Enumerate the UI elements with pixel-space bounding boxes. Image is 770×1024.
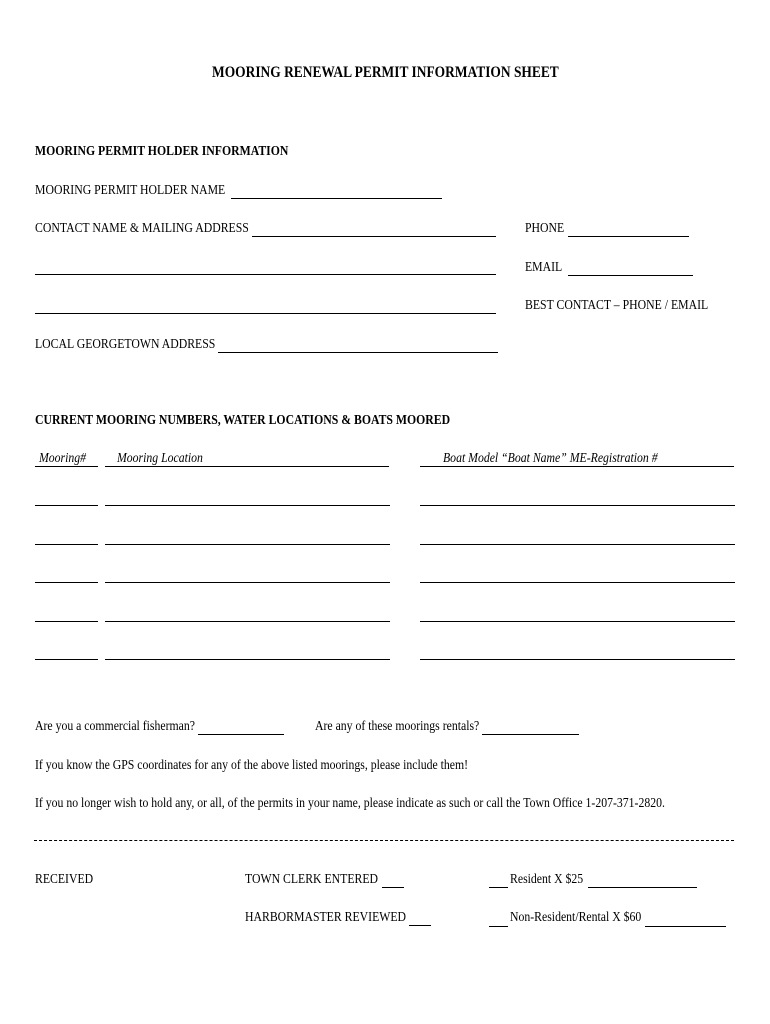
mooring-location-field[interactable] [105,621,390,622]
non-resident-check-field[interactable] [489,926,508,927]
page-title [0,64,770,82]
mooring-location-field[interactable] [105,582,390,583]
boat-info-field[interactable] [420,621,735,622]
best-contact-label [525,298,743,314]
holder-section-heading-text: MOORING PERMIT HOLDER INFORMATION [35,144,289,159]
phone-field[interactable] [568,236,689,237]
contact-label [35,221,290,237]
gps-note-text: If you know the GPS coordinates for any of the above listed moorings, please include them! [35,758,469,773]
boat-info-field[interactable] [420,582,735,583]
holder-name-field[interactable] [231,198,442,199]
local-address-label-text: LOCAL GEORGETOWN ADDRESS [35,337,216,352]
contact-field-2[interactable] [35,274,496,275]
holder-name-label-text: MOORING PERMIT HOLDER NAME [35,183,226,198]
col-mooring-header [39,451,95,467]
mooring-number-field[interactable] [35,582,98,583]
resident-fee-label-text: Resident X $25 [510,872,584,887]
local-address-label [35,337,250,353]
contact-label-text: CONTACT NAME & MAILING ADDRESS [35,221,249,236]
holder-section-heading [35,144,337,160]
harbormaster-label-text: HARBORMASTER REVIEWED [245,910,407,925]
mooring-location-field[interactable] [105,505,390,506]
moorings-section-heading [35,413,529,429]
non-resident-fee-label [510,910,666,926]
non-resident-amount-field[interactable] [645,926,726,927]
mooring-number-field[interactable] [35,659,98,660]
resident-fee-label [510,872,597,888]
resident-amount-field[interactable] [588,887,697,888]
boat-info-field[interactable] [420,505,735,506]
holder-name-label [35,183,261,199]
col-location-header [117,451,219,467]
gps-note [35,758,551,774]
mooring-number-field[interactable] [35,544,98,545]
resident-check-field[interactable] [489,887,508,888]
local-address-field[interactable] [218,352,498,353]
clerk-label-text: TOWN CLERK ENTERED [245,872,379,887]
fisherman-question-text: Are you a commercial fisherman? [35,719,196,734]
harbormaster-initial-field[interactable] [409,925,431,926]
col-boat-header [443,451,698,467]
email-label [525,260,569,276]
release-note-text: If you no longer wish to hold any, or all, of the permits in your name, please indicate as such or call the Town Office 1-207-371-2820. [35,796,665,811]
fisherman-question [35,719,225,735]
clerk-label [245,872,403,888]
col-boat-header-text: Boat Model “Boat Name” ME-Registration # [443,451,658,466]
received-label-text: RECEIVED [35,872,94,887]
col-mooring-header-text: Mooring# [39,451,87,466]
page-title-text: MOORING RENEWAL PERMIT INFORMATION SHEET [211,64,559,81]
email-label-text: EMAIL [525,260,563,275]
contact-field-3[interactable] [35,313,496,314]
email-field[interactable] [568,275,693,276]
phone-label [525,221,572,237]
received-label [35,872,104,888]
harbormaster-label [245,910,437,926]
rentals-question-text: Are any of these moorings rentals? [315,719,480,734]
boat-info-field[interactable] [420,544,735,545]
office-use-divider [34,840,734,841]
rentals-answer-field[interactable] [482,734,579,735]
fisherman-answer-field[interactable] [198,734,284,735]
mooring-location-field[interactable] [105,544,390,545]
mooring-number-field[interactable] [35,621,98,622]
mooring-number-field[interactable] [35,505,98,506]
col-location-header-text: Mooring Location [117,451,203,466]
release-note [35,796,770,812]
moorings-section-heading-text: CURRENT MOORING NUMBERS, WATER LOCATIONS & BOATS MOORED [35,413,451,428]
best-contact-label-text: BEST CONTACT – PHONE / EMAIL [525,298,709,313]
mooring-location-field[interactable] [105,659,390,660]
boat-info-field[interactable] [420,659,735,660]
phone-label-text: PHONE [525,221,565,236]
rentals-question [315,719,511,735]
contact-field-1[interactable] [252,236,496,237]
clerk-initial-field[interactable] [382,887,404,888]
non-resident-fee-label-text: Non-Resident/Rental X $60 [510,910,642,925]
